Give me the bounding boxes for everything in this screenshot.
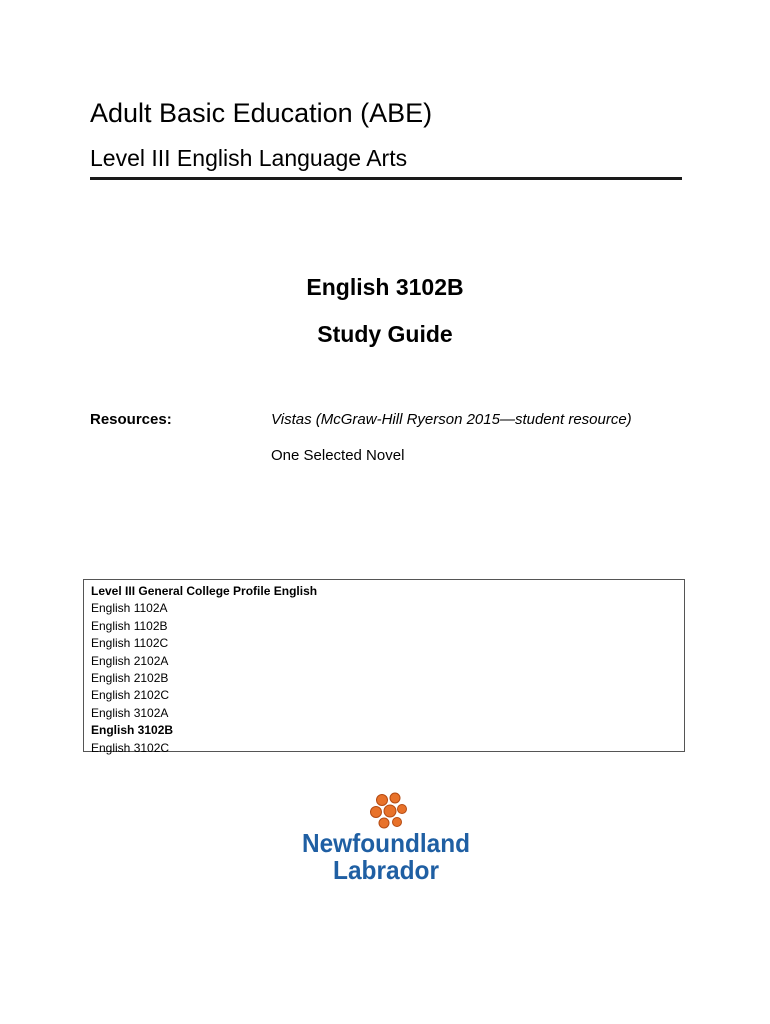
newfoundland-labrador-logo	[296, 790, 476, 890]
profile-course-item: English 2102C	[91, 688, 170, 703]
resource-item-novel: One Selected Novel	[271, 447, 405, 464]
profile-course-item: English 3102A	[91, 705, 169, 720]
profile-course-item: English 2102A	[91, 653, 169, 668]
course-code: English 3102B	[306, 274, 464, 300]
resources-label: Resources:	[90, 411, 172, 428]
course-kind: Study Guide	[317, 321, 453, 347]
profile-course-item: English 3102C	[91, 740, 170, 755]
pitcher-plant-flower-icon	[371, 793, 407, 828]
logo-line-2: Labrador	[333, 855, 439, 885]
course-profile-box	[83, 579, 685, 755]
profile-course-item: English 2102B	[91, 671, 169, 686]
resource-item-textbook: Vistas (McGraw-Hill Ryerson 2015—student resource)	[271, 411, 632, 428]
logo-line-1: Newfoundland	[302, 828, 470, 858]
profile-course-item: English 1102C	[91, 636, 169, 651]
profile-heading: Level III General College Profile English	[91, 584, 318, 598]
document-title: Adult Basic Education (ABE)	[90, 98, 433, 128]
header-rule	[90, 177, 682, 180]
document-header	[90, 96, 682, 180]
profile-course-item: English 1102B	[91, 618, 168, 633]
profile-course-item: English 1102A	[91, 601, 168, 616]
document-subtitle: Level III English Language Arts	[90, 145, 408, 171]
profile-course-item: English 3102B	[91, 723, 174, 738]
